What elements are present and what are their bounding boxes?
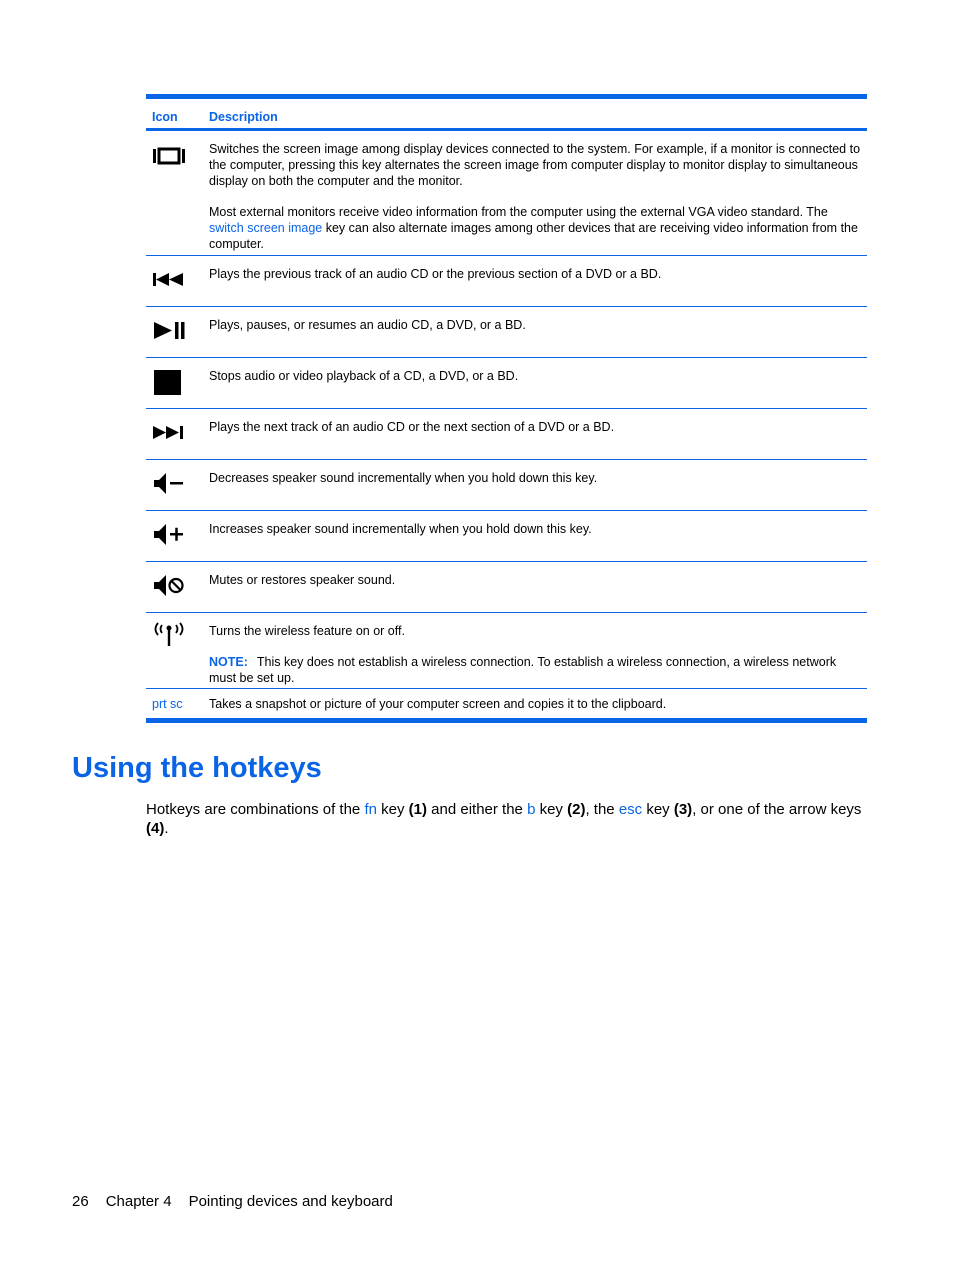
table-row [146,613,867,689]
table-header [146,99,867,128]
table-bottom-rule [146,718,867,723]
note-label: NOTE: [209,655,248,669]
hotkey-icon-table [146,94,867,723]
table-row: Plays the previous track of an audio CD or the previous section of a DVD or a BD. [146,256,867,307]
note: NOTE: This key does not establish a wireless connection. To establish a wireless connection, a wireless network must be set up. [209,655,837,685]
row-description: Turns the wireless feature on or off. NOTE: This key does not establish a wireless connection. To establish a wireless connection, a wireless network must be set up. [209,623,864,686]
hotkeys-paragraph: Hotkeys are combinations of the fn key (1) and either the b key (2), the esc key (3), or one of the arrow keys (4). [146,801,862,837]
table-row: Increases speaker sound incrementally when you hold down this key. [146,511,867,562]
previous-track-icon [152,268,186,296]
play-pause-icon [152,319,186,347]
stop-icon [152,370,186,398]
fn-key-link[interactable]: fn [364,801,377,818]
wireless-icon [152,621,186,649]
b-key-link[interactable]: b [527,801,536,818]
column-header-icon: Icon [152,110,178,124]
page-number: 26 [72,1193,89,1210]
table-row: Mutes or restores speaker sound. [146,562,867,613]
table-row [146,131,867,256]
volume-down-icon [152,472,186,500]
table-row: Stops audio or video playback of a CD, a DVD, or a BD. [146,358,867,409]
row-description: Switches the screen image among display devices connected to the system. For example, if a monitor is connected to the computer, pressing this key alternates the screen image from computer display to monitor display to simultaneous display on both the computer and the monitor. Most external monitors receive video information from the computer using the external VGA video standard. The switch screen image key can also alternate images among other devices that are receiving video information from the computer. [209,142,861,251]
esc-key-link[interactable]: esc [618,801,643,818]
next-track-icon [152,421,186,449]
table-row: Plays, pauses, or resumes an audio CD, a DVD, or a BD. [146,307,867,358]
table-row: Decreases speaker sound incrementally when you hold down this key. [146,460,867,511]
mute-icon [152,574,186,602]
switch-screen-image-link[interactable]: switch screen image [209,221,323,235]
table-row: Plays the next track of an audio CD or the next section of a DVD or a BD. [146,409,867,460]
section-heading: Using the hotkeys [72,752,322,784]
column-header-description: Description [209,110,278,124]
chapter-label: Chapter 4 [105,1193,172,1210]
page-footer [72,1193,393,1210]
volume-up-icon [152,523,186,551]
chapter-title: Pointing devices and keyboard [188,1193,393,1210]
switch-screen-icon [152,143,186,171]
table-row: prt sc Takes a snapshot or picture of your computer screen and copies it to the clipboard. [152,697,667,711]
prt-sc-key-label: prt sc [152,697,183,711]
